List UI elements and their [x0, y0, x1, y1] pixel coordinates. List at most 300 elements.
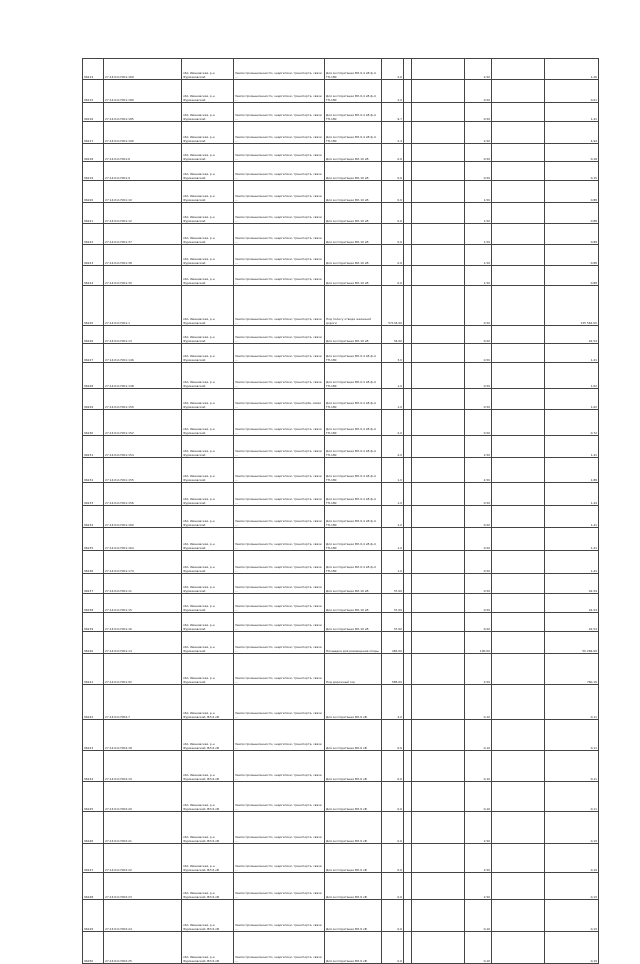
empty-cell — [404, 812, 412, 844]
rate-value: 2,50 — [465, 812, 492, 844]
empty-cell — [492, 932, 545, 964]
land-category: Земли промышленности, энергетики, транспорта, связи ... — [234, 162, 325, 181]
empty-cell — [412, 782, 465, 812]
cadastral-number: 27:14:0117001:14 — [104, 632, 182, 654]
table-row — [83, 326, 599, 344]
tax-value: 0,19 — [545, 812, 599, 844]
cadastral-number: 27:14:0117001:150 — [104, 389, 182, 410]
empty-cell — [412, 80, 465, 103]
tax-value: 0,19 — [545, 873, 599, 900]
tax-value: 42,54 — [545, 594, 599, 613]
table-row — [83, 80, 599, 103]
rate-value: 0,50 — [465, 506, 492, 528]
table-row — [83, 751, 599, 782]
area-value: 1,0 — [382, 458, 404, 483]
rate-value: 1,50 — [465, 224, 492, 245]
address: обл. Ивановская, р-н Фурмановский, ВЛ-6 кВ — [182, 685, 234, 720]
row-id: 96244 — [83, 751, 104, 782]
tax-value: 135 562,00 — [545, 286, 599, 326]
rate-value: 0,10 — [465, 782, 492, 812]
area-value: 37,00 — [382, 613, 404, 632]
empty-cell — [492, 203, 545, 224]
empty-cell — [404, 720, 412, 751]
rate-value: 0,50 — [465, 528, 492, 551]
address: обл. Ивановская, р-н Фурмановский — [182, 326, 234, 344]
address: обл. Ивановская, р-н Фурмановский — [182, 363, 234, 389]
cadastral-number: 27:14:0117001:169 — [104, 59, 182, 80]
address: обл. Ивановская, р-н Фурмановский, ВЛ-6 кВ — [182, 812, 234, 844]
area-value: 2,0 — [382, 410, 404, 436]
address: обл. Ивановская, р-н Фурмановский — [182, 122, 234, 144]
row-id: 96239 — [83, 613, 104, 632]
cadastral-number: 27:14:0117002:18 — [104, 720, 182, 751]
address: обл. Ивановская, р-н Фурмановский — [182, 410, 234, 436]
address: обл. Ивановская, р-н Фурмановский — [182, 224, 234, 245]
land-category: Земли промышленности, энергетики, транспорта, связи ... — [234, 103, 325, 122]
land-category: Земли промышленности, энергетики, транспорта, связи ... — [234, 344, 325, 363]
empty-cell — [492, 528, 545, 551]
permitted-use: Для эксплуатации ВЛ-6 кВ — [325, 751, 382, 782]
address: обл. Ивановская, р-н Фурмановский, ВЛ-6 кВ — [182, 751, 234, 782]
cadastral-number: 27:14:0117001:164 — [104, 528, 182, 551]
empty-cell — [404, 782, 412, 812]
table-row — [83, 59, 599, 80]
table-row — [83, 782, 599, 812]
rate-value: 2,50 — [465, 458, 492, 483]
tax-value: 0,11 — [545, 782, 599, 812]
empty-cell — [404, 458, 412, 483]
permitted-use: Для эксплуатации ВЛ-10 кВ — [325, 144, 382, 162]
permitted-use: Под дорожный сор — [325, 654, 382, 685]
cadastral-number: 27:14:0117001:156 — [104, 483, 182, 506]
area-value: 1,0 — [382, 528, 404, 551]
empty-cell — [492, 782, 545, 812]
address: обл. Ивановская, р-н Фурмановский — [182, 344, 234, 363]
tax-value: 0,19 — [545, 844, 599, 873]
row-id: 96220 — [83, 181, 104, 203]
empty-cell — [412, 613, 465, 632]
rate-value: 0,50 — [465, 410, 492, 436]
tax-value: 0,19 — [545, 900, 599, 932]
permitted-use: Для эксплуатации ВЛ-0,4 кВ ф-4 ТП-180 — [325, 458, 382, 483]
empty-cell — [404, 203, 412, 224]
empty-cell — [492, 458, 545, 483]
permitted-use: Для эксплуатации ВЛ-6 кВ — [325, 782, 382, 812]
row-id: 96228 — [83, 363, 104, 389]
cadastral-number: 27:14:0117001:92 — [104, 654, 182, 685]
area-value: 0,6 — [382, 162, 404, 181]
empty-cell — [404, 574, 412, 594]
empty-cell — [492, 720, 545, 751]
empty-cell — [404, 654, 412, 685]
land-category: Земли промышленности, энергетики, транспорта, связи ... — [234, 286, 325, 326]
tax-value: 0,18 — [545, 144, 599, 162]
land-category: Земли промышленности, энергетики, транспорта, связи ... — [234, 326, 325, 344]
land-category: Земли промышленности, энергетики, транспорта, связи ... — [234, 551, 325, 574]
empty-cell — [412, 551, 465, 574]
rate-value: 1,50 — [465, 266, 492, 286]
address: обл. Ивановская, р-н Фурмановский, ВЛ-6 кВ — [182, 720, 234, 751]
row-id: 96247 — [83, 844, 104, 873]
table-row — [83, 144, 599, 162]
table-row — [83, 900, 599, 932]
land-category: Земли промышленности, энергетики, транспорта, связи ... — [234, 266, 325, 286]
land-category: Земли промышленности, энергетики, транспорта, связи ... — [234, 873, 325, 900]
empty-cell — [404, 900, 412, 932]
tax-value: 1,41 — [545, 528, 599, 551]
row-id: 96241 — [83, 654, 104, 685]
cadastral-number: 27:14:0117001:37 — [104, 224, 182, 245]
empty-cell — [492, 436, 545, 458]
table-row — [83, 654, 599, 685]
empty-cell — [492, 483, 545, 506]
empty-cell — [404, 506, 412, 528]
rate-value: 0,50 — [465, 594, 492, 613]
empty-cell — [412, 812, 465, 844]
tax-value: 0,88 — [545, 245, 599, 266]
empty-cell — [492, 751, 545, 782]
table-row — [83, 506, 599, 528]
empty-cell — [492, 245, 545, 266]
land-category: Земли промышленности, энергетики, транспорта, связи ... — [234, 594, 325, 613]
land-category: Земли промышленности, энергетики, транспорта, связи ... — [234, 900, 325, 932]
area-value: 0,6 — [382, 932, 404, 964]
area-value: 0,6 — [382, 181, 404, 203]
cadastral-number: 27:14:0117002:23 — [104, 873, 182, 900]
row-id: 96236 — [83, 551, 104, 574]
permitted-use: Для эксплуатации ВЛ-0,4 кВ ф-4 ТП-180 — [325, 363, 382, 389]
area-value: 0,6 — [382, 751, 404, 782]
cadastral-number: 27:14:0117001:9 — [104, 162, 182, 181]
row-id: 96227 — [83, 344, 104, 363]
permitted-use: Для эксплуатации ВЛ-10 кВ — [325, 203, 382, 224]
empty-cell — [404, 594, 412, 613]
land-category: Земли промышленности, энергетики, транспорта, связи ... — [234, 59, 325, 80]
empty-cell — [492, 873, 545, 900]
land-category: Земли промышленности, энергетики, транспорта, связи ... — [234, 245, 325, 266]
address: обл. Ивановская, р-н Фурмановский — [182, 551, 234, 574]
empty-cell — [412, 506, 465, 528]
area-value: 0,6 — [382, 245, 404, 266]
row-id: 96248 — [83, 873, 104, 900]
row-id: 96229 — [83, 389, 104, 410]
empty-cell — [404, 528, 412, 551]
empty-cell — [404, 286, 412, 326]
rate-value: 0,50 — [465, 389, 492, 410]
table-row — [83, 594, 599, 613]
address: обл. Ивановская, р-н Фурмановский — [182, 389, 234, 410]
address: обл. Ивановская, р-н Фурмановский — [182, 594, 234, 613]
permitted-use: Для эксплуатации ВЛ-0,4 кВ ф-4 ТП-180 — [325, 436, 382, 458]
row-id: 96232 — [83, 458, 104, 483]
cadastral-number: 27:14:0117001:12 — [104, 203, 182, 224]
table-row — [83, 344, 599, 363]
empty-cell — [492, 551, 545, 574]
empty-cell — [412, 932, 465, 964]
table-row — [83, 528, 599, 551]
row-id: 96219 — [83, 162, 104, 181]
land-category: Земли промышленности, энергетики, транспорта, связи ... — [234, 613, 325, 632]
rate-value: 0,50 — [465, 613, 492, 632]
permitted-use: Для эксплуатации ВЛ-10 кВ — [325, 162, 382, 181]
empty-cell — [404, 326, 412, 344]
area-value: 0,6 — [382, 224, 404, 245]
permitted-use: Для эксплуатации ВЛ-10 кВ — [325, 224, 382, 245]
empty-cell — [412, 410, 465, 436]
empty-cell — [404, 122, 412, 144]
empty-cell — [404, 613, 412, 632]
row-id: 96233 — [83, 483, 104, 506]
permitted-use: Для эксплуатации ВЛ-0,4 кВ ф-4 ТП-180 — [325, 122, 382, 144]
rate-value: 0,50 — [465, 483, 492, 506]
land-category: Земли промышленности, энергетики, транспорта, связи ... — [234, 812, 325, 844]
table-row — [83, 483, 599, 506]
table-row — [83, 932, 599, 964]
area-value: 57134,00 — [382, 286, 404, 326]
cadastral-number: 27:14:0117001:190 — [104, 122, 182, 144]
cadastral-number: 27:14:0117001:148 — [104, 363, 182, 389]
cadastral-number: 27:14:0117002:20 — [104, 782, 182, 812]
empty-cell — [412, 162, 465, 181]
cadastral-number: 27:14:0117001:11 — [104, 574, 182, 594]
cadastral-number: 27:14:0117001:13 — [104, 326, 182, 344]
land-plot-table — [82, 58, 599, 964]
tax-value: 0,15 — [545, 162, 599, 181]
rate-value: 2,50 — [465, 844, 492, 873]
rate-value: 0,50 — [465, 286, 492, 326]
table-row — [83, 224, 599, 245]
permitted-use: Для эксплуатации ВЛ-10 кВ — [325, 326, 382, 344]
area-value: 1,0 — [382, 551, 404, 574]
land-category: Земли промышленности, энергетики, транспорта, связи ... — [234, 203, 325, 224]
empty-cell — [412, 528, 465, 551]
table-row — [83, 720, 599, 751]
cadastral-number: 27:14:0117001:180 — [104, 80, 182, 103]
empty-cell — [404, 245, 412, 266]
empty-cell — [492, 506, 545, 528]
area-value: 2,0 — [382, 80, 404, 103]
address: обл. Ивановская, р-н Фурмановский — [182, 144, 234, 162]
table-row — [83, 410, 599, 436]
row-id: 96242 — [83, 685, 104, 720]
cadastral-number: 27:14:0117001:16 — [104, 613, 182, 632]
empty-cell — [412, 751, 465, 782]
empty-cell — [404, 436, 412, 458]
land-category: Земли промышленности, энергетики, транспорта, связи ... — [234, 932, 325, 964]
empty-cell — [412, 483, 465, 506]
empty-cell — [492, 144, 545, 162]
address: обл. Ивановская, р-н Фурмановский — [182, 266, 234, 286]
row-id: 96230 — [83, 410, 104, 436]
permitted-use: Для эксплуатации ВЛ-0,4 кВ ф-4 ТП-180 — [325, 410, 382, 436]
rate-value: 0,50 — [465, 574, 492, 594]
land-category: Земли промышленности, энергетики, транспорта, связи ... — [234, 782, 325, 812]
rate-value: 0,10 — [465, 720, 492, 751]
cadastral-number: 27:14:0117002:19 — [104, 751, 182, 782]
table-row — [83, 363, 599, 389]
area-value: 9,7 — [382, 103, 404, 122]
area-value: 0,6 — [382, 144, 404, 162]
tax-value: 0,19 — [545, 932, 599, 964]
address: обл. Ивановская, р-н Фурмановский — [182, 59, 234, 80]
row-id: 96225 — [83, 286, 104, 326]
area-value: 0,6 — [382, 203, 404, 224]
land-category: Земли промышленности, энергетики, транспорта, связи ... — [234, 632, 325, 654]
empty-cell — [412, 245, 465, 266]
empty-cell — [404, 59, 412, 80]
address: обл. Ивановская, р-н Фурмановский — [182, 245, 234, 266]
row-id: 96237 — [83, 574, 104, 594]
address: обл. Ивановская, р-н Фурмановский — [182, 574, 234, 594]
area-value: 1,0 — [382, 363, 404, 389]
cadastral-number: 27:14:0117001:39 — [104, 266, 182, 286]
area-value: 34,00 — [382, 326, 404, 344]
land-category: Земли промышленности, энергетики, транспорта, связи ... — [234, 458, 325, 483]
empty-cell — [492, 900, 545, 932]
land-category: Земли промышленности, энергетики, транспорта, связи ... — [234, 483, 325, 506]
land-category: Земли промышленности, энергетики, транспорта, связи ... — [234, 410, 325, 436]
address: обл. Ивановская, р-н Фурмановский — [182, 286, 234, 326]
empty-cell — [492, 326, 545, 344]
empty-cell — [492, 266, 545, 286]
land-category: Земли промышленности, энергетики, транспорта, связи ... — [234, 181, 325, 203]
table-row — [83, 286, 599, 326]
tax-value: 1,62 — [545, 389, 599, 410]
permitted-use: Для эксплуатации ВЛ-10 кВ — [325, 181, 382, 203]
address: обл. Ивановская, р-н Фурмановский — [182, 654, 234, 685]
row-id: 96235 — [83, 528, 104, 551]
row-id: 96250 — [83, 932, 104, 964]
permitted-use: Для эксплуатации ВЛ-10 кВ — [325, 613, 382, 632]
permitted-use: Для эксплуатации ВЛ-0,4 кВ ф-4 ТП-180 — [325, 483, 382, 506]
empty-cell — [412, 103, 465, 122]
empty-cell — [492, 363, 545, 389]
register-sheet — [82, 58, 597, 963]
table-row — [83, 844, 599, 873]
permitted-use: Для эксплуатации ВЛ-0,4 кВ ф-4 ТП-180 — [325, 103, 382, 122]
permitted-use: Для эксплуатации ВЛ-0,4 кВ ф-4 ТП-180 — [325, 528, 382, 551]
permitted-use: Для эксплуатации ВЛ-10 кВ — [325, 245, 382, 266]
rate-value: 0,50 — [465, 162, 492, 181]
empty-cell — [492, 59, 545, 80]
permitted-use: Для эксплуатации ВЛ-10 кВ — [325, 266, 382, 286]
rate-value: 2,50 — [465, 654, 492, 685]
empty-cell — [412, 632, 465, 654]
empty-cell — [412, 286, 465, 326]
empty-cell — [412, 181, 465, 203]
permitted-use: Для эксплуатации ВЛ-0,4 кВ ф-4 ТП-180 — [325, 506, 382, 528]
row-id: 96221 — [83, 203, 104, 224]
empty-cell — [492, 410, 545, 436]
empty-cell — [492, 574, 545, 594]
cadastral-number: 27:14:0117001:154 — [104, 436, 182, 458]
permitted-use: Для эксплуатации ВЛ-0,4 кВ ф-4 ТП-180 — [325, 59, 382, 80]
rate-value: 1,50 — [465, 245, 492, 266]
empty-cell — [404, 363, 412, 389]
row-id: 96222 — [83, 224, 104, 245]
cadastral-number: 27:14:0117001:38 — [104, 245, 182, 266]
row-id: 96223 — [83, 245, 104, 266]
rate-value: 0,50 — [465, 80, 492, 103]
empty-cell — [412, 594, 465, 613]
tax-value: 0,88 — [545, 203, 599, 224]
empty-cell — [412, 122, 465, 144]
empty-cell — [404, 483, 412, 506]
land-category: Земли промышленности, энергетики, транспорта, связи ... — [234, 720, 325, 751]
row-id: 96218 — [83, 144, 104, 162]
area-value: 0,6 — [382, 720, 404, 751]
empty-cell — [492, 632, 545, 654]
table-row — [83, 245, 599, 266]
table-body — [83, 59, 599, 964]
row-id: 96226 — [83, 326, 104, 344]
address: обл. Ивановская, р-н Фурмановский — [182, 528, 234, 551]
empty-cell — [492, 812, 545, 844]
tax-value: 0,11 — [545, 685, 599, 720]
permitted-use: Для эксплуатации ВЛ-6 кВ — [325, 932, 382, 964]
permitted-use: Для эксплуатации ВЛ-6 кВ — [325, 900, 382, 932]
tax-value: 0,88 — [545, 224, 599, 245]
address: обл. Ивановская, р-н Фурмановский, ВЛ-6 кВ — [182, 844, 234, 873]
empty-cell — [492, 122, 545, 144]
row-id: 96234 — [83, 506, 104, 528]
cadastral-number: 27:14:0117002:21 — [104, 812, 182, 844]
table-row — [83, 436, 599, 458]
tax-value: 0,88 — [545, 181, 599, 203]
area-value: 1,0 — [382, 389, 404, 410]
empty-cell — [492, 613, 545, 632]
empty-cell — [404, 224, 412, 245]
empty-cell — [404, 266, 412, 286]
rate-value: 100,00 — [465, 632, 492, 654]
rate-value: 2,50 — [465, 122, 492, 144]
land-category: Земли промышленности, энергетики, транспорта, связи ... — [234, 122, 325, 144]
land-category: Земли промышленности, энергетики, транспорta, связи ... — [234, 389, 325, 410]
empty-cell — [412, 344, 465, 363]
empty-cell — [412, 873, 465, 900]
address: обл. Ивановская, р-н Фурмановский — [182, 203, 234, 224]
row-id: 96216 — [83, 103, 104, 122]
empty-cell — [404, 410, 412, 436]
permitted-use: Под полосу отвода железной дороги — [325, 286, 382, 326]
tax-value: 1,44 — [545, 483, 599, 506]
area-value: 37,00 — [382, 594, 404, 613]
empty-cell — [412, 574, 465, 594]
rate-value: 0,50 — [465, 144, 492, 162]
tax-value: 0,11 — [545, 720, 599, 751]
address: обл. Ивановская, р-н Фурмановский — [182, 80, 234, 103]
empty-cell — [412, 326, 465, 344]
empty-cell — [412, 363, 465, 389]
empty-cell — [492, 594, 545, 613]
rate-value: 0,50 — [465, 103, 492, 122]
table-row — [83, 812, 599, 844]
tax-value: 42,54 — [545, 574, 599, 594]
empty-cell — [492, 685, 545, 720]
permitted-use: Для эксплуатации ВЛ-6 кВ — [325, 812, 382, 844]
empty-cell — [412, 224, 465, 245]
area-value: 0,6 — [382, 900, 404, 932]
tax-value: 1,41 — [545, 344, 599, 363]
area-value: 37,00 — [382, 574, 404, 594]
empty-cell — [412, 654, 465, 685]
area-value: 1,0 — [382, 506, 404, 528]
table-row — [83, 574, 599, 594]
table-row — [83, 103, 599, 122]
empty-cell — [404, 844, 412, 873]
tax-value: 760,16 — [545, 654, 599, 685]
empty-cell — [412, 720, 465, 751]
